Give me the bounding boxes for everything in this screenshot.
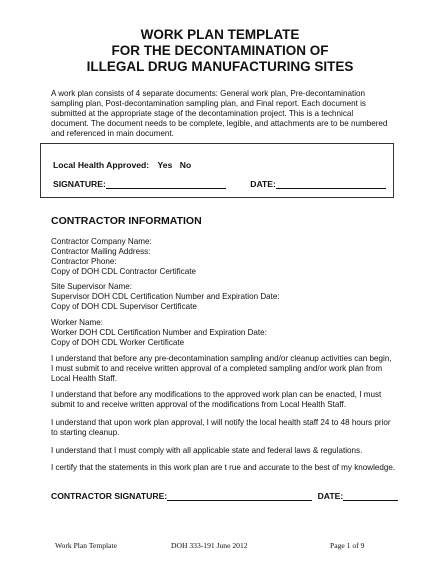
contractor-phone-label: Contractor Phone:	[51, 257, 117, 266]
site-supervisor-name-label: Site Supervisor Name:	[51, 282, 132, 291]
contractor-date-label: DATE:	[317, 491, 344, 501]
contractor-company-name-label: Contractor Company Name:	[51, 237, 152, 246]
footer-page-number: Page 1 of 9	[330, 541, 365, 550]
contractor-company-block	[51, 237, 196, 277]
approval-date-line[interactable]	[276, 179, 386, 189]
approval-signature-label: SIGNATURE:	[53, 179, 106, 189]
supervisor-certification-label: Supervisor DOH CDL Certification Number and Expiration Date:	[51, 292, 280, 301]
supervisor-certificate-label: Copy of DOH CDL Supervisor Certificate	[51, 302, 197, 311]
contractor-signature-line[interactable]	[167, 491, 312, 501]
worker-block	[51, 318, 267, 348]
worker-name-label: Worker Name:	[51, 318, 104, 327]
statement-certification: I certify that the statements in this work plan are t rue and accurate to the best of my knowledge.	[51, 463, 396, 472]
contractor-certificate-label: Copy of DOH CDL Contractor Certificate	[51, 267, 196, 276]
local-health-approval-box	[40, 143, 394, 198]
contractor-date-line[interactable]	[343, 491, 398, 501]
contractor-mailing-address-label: Contractor Mailing Address:	[51, 247, 151, 256]
statement-compliance: I understand that I must comply with all applicable state and federal laws & regulations.	[51, 446, 363, 455]
title-line-3: ILLEGAL DRUG MANUFACTURING SITES	[86, 59, 354, 74]
title-line-2: FOR THE DECONTAMINATION OF	[111, 43, 329, 58]
local-health-approved-label: Local Health Approved:	[53, 160, 150, 170]
local-health-approved-row	[53, 160, 191, 170]
approval-signature-line[interactable]	[106, 179, 226, 189]
contractor-signature-row	[51, 491, 398, 501]
statement-notification: I understand that upon work plan approval, I will notify the local health staff 24 to 48 hours prior to starting cleanup.	[51, 418, 391, 437]
intro-paragraph: A work plan consists of 4 separate documents: General work plan, Pre-decontamination sampling plan, Post-decontamination sampling plan, and Final report. Each document is submitted at the appropriate stage of the decontamination project. This is a technical document. The document needs to be complete, legible, and attachments are to be numbered and referenced in main document.	[51, 89, 388, 138]
title-line-1: WORK PLAN TEMPLATE	[140, 27, 300, 42]
approval-no-option[interactable]: No	[179, 160, 192, 170]
worker-certification-label: Worker DOH CDL Certification Number and Expiration Date:	[51, 328, 267, 337]
statement-pre-decontamination: I understand that before any pre-decontamination sampling and/or cleanup activities can begin, I must submit to and receive written approval of a completed sampling and/or work plan from Local Health Staff.	[51, 354, 392, 383]
footer-document-name: Work Plan Template	[55, 541, 117, 550]
site-supervisor-block	[51, 282, 280, 312]
approval-signature-row	[53, 179, 386, 189]
statement-modifications: I understand that before any modifications to the approved work plan can be enacted, I must submit to and receive written approval of the modifications from Local Health Staff.	[51, 390, 382, 409]
worker-certificate-label: Copy of DOH CDL Worker Certificate	[51, 338, 185, 347]
contractor-signature-label: CONTRACTOR SIGNATURE:	[51, 491, 168, 501]
footer-form-number: DOH 333-191 June 2012	[171, 541, 248, 550]
approval-date-label: DATE:	[250, 179, 276, 189]
approval-yes-option[interactable]: Yes	[157, 160, 173, 170]
contractor-information-heading: CONTRACTOR INFORMATION	[51, 215, 202, 227]
